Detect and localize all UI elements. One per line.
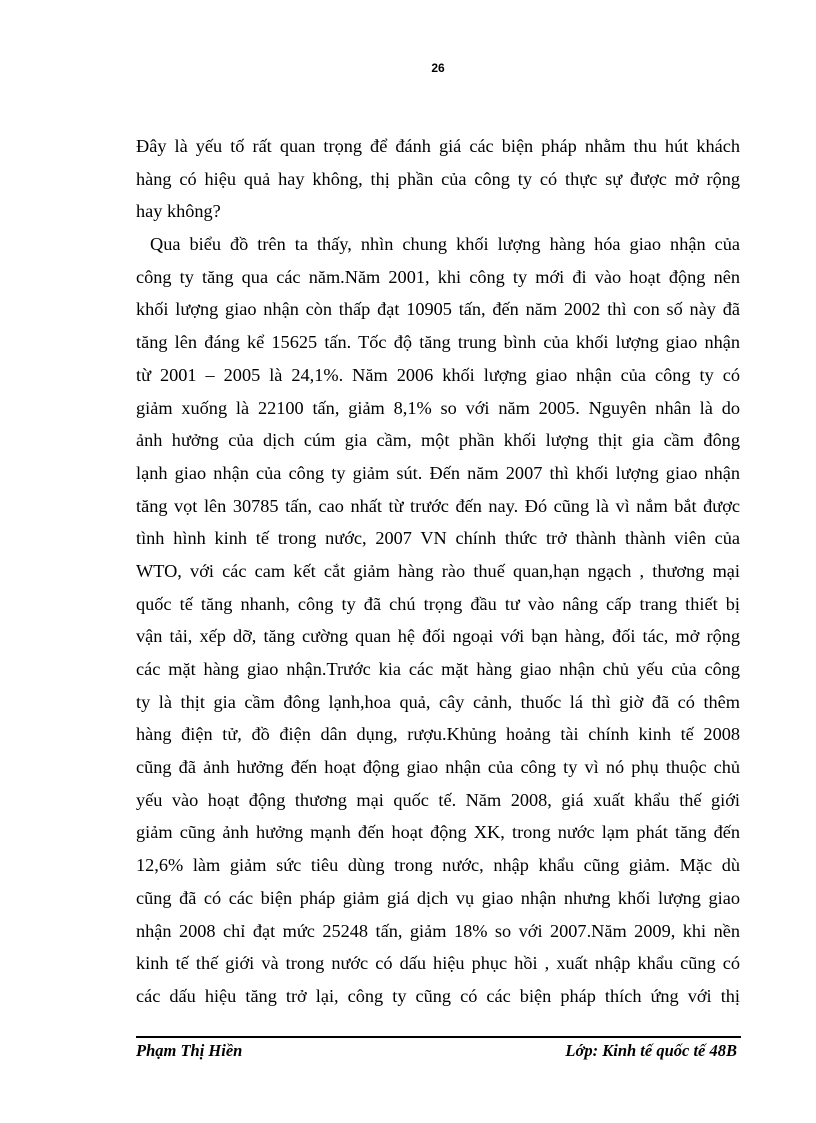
text-line: tình hình kinh tế trong nước, 2007 VN chính thức trở thành thành viên của xyxy=(136,528,740,549)
text-line: ảnh hưởng của dịch cúm gia cầm, một phần khối lượng thịt gia cầm đông xyxy=(136,430,740,451)
text-line: lạnh giao nhận của công ty giảm sút. Đến năm 2007 thì khối lượng giao nhận xyxy=(136,462,740,483)
text-line: ty là thịt gia cầm đông lạnh,hoa quả, cây cảnh, thuốc lá thì giờ đã có thêm xyxy=(136,691,740,712)
text-line: giảm xuống là 22100 tấn, giảm 8,1% so với năm 2005. Nguyên nhân là do xyxy=(136,397,740,418)
text-line: WTO, với các cam kết cắt giảm hàng rào thuế quan,hạn ngạch , thương mại xyxy=(136,560,740,581)
text-line: giảm cũng ảnh hưởng mạnh đến hoạt động XK, trong nước lạm phát tăng đến xyxy=(136,822,740,843)
text-line: 12,6% làm giảm sức tiêu dùng trong nước, nhập khẩu cũng giảm. Mặc dù xyxy=(136,855,740,876)
text-line: nhận 2008 chỉ đạt mức 25248 tấn, giảm 18% so với 2007.Năm 2009, khi nền xyxy=(136,920,740,941)
text-line: các dấu hiệu tăng trở lại, công ty cũng có các biện pháp thích ứng với thị xyxy=(136,985,740,1006)
footer-divider xyxy=(136,1036,741,1038)
page-number: 26 xyxy=(431,61,445,75)
text-line: tăng vọt lên 30785 tấn, cao nhất từ trước đến nay. Đó cũng là vì nắm bắt được xyxy=(136,495,740,516)
footer-class: Lớp: Kinh tế quốc tế 48B xyxy=(565,1041,737,1060)
text-line: quốc tế tăng nhanh, công ty đã chú trọng đầu tư vào nâng cấp trang thiết bị xyxy=(136,593,740,614)
text-line: hàng có hiệu quả hay không, thị phần của công ty có thực sự được mở rộng xyxy=(136,168,740,189)
text-line: Qua biểu đồ trên ta thấy, nhìn chung khối lượng hàng hóa giao nhận của xyxy=(150,234,740,255)
body-text xyxy=(136,130,740,1013)
text-line: các mặt hàng giao nhận.Trước kia các mặt hàng giao nhận chủ yếu của công xyxy=(136,659,740,679)
text-line: từ 2001 – 2005 là 24,1%. Năm 2006 khối lượng giao nhận của công ty có xyxy=(136,364,740,385)
text-line: khối lượng giao nhận còn thấp đạt 10905 tấn, đến năm 2002 thì con số này đã xyxy=(136,299,740,320)
text-line: công ty tăng qua các năm.Năm 2001, khi công ty mới đi vào hoạt động nên xyxy=(136,266,740,287)
text-line: hàng điện tử, đồ điện dân dụng, rượu.Khủng hoảng tài chính kinh tế 2008 xyxy=(136,724,740,745)
text-line: kinh tế thế giới và trong nước có dấu hiệu phục hồi , xuất nhập khẩu cũng có xyxy=(136,953,740,974)
footer-author: Phạm Thị Hiền xyxy=(136,1041,243,1060)
text-line: vận tải, xếp dỡ, tăng cường quan hệ đối ngoại với bạn hàng, đối tác, mở rộng xyxy=(136,626,740,647)
text-line: yếu vào hoạt động thương mại quốc tế. Năm 2008, giá xuất khẩu thế giới xyxy=(136,789,740,810)
text-line: hay không? xyxy=(136,201,221,222)
paragraph-1 xyxy=(136,130,740,228)
text-line: cũng đã có các biện pháp giảm giá dịch vụ giao nhận nhưng khối lượng giao xyxy=(136,887,740,908)
paragraph-2 xyxy=(136,228,740,1013)
text-line: Đây là yếu tố rất quan trọng để đánh giá các biện pháp nhằm thu hút khách xyxy=(136,136,740,156)
text-line: cũng đã ảnh hưởng đến hoạt động giao nhận của công ty vì nó phụ thuộc chủ xyxy=(136,757,740,778)
text-line: tăng lên đáng kể 15625 tấn. Tốc độ tăng trung bình của khối lượng giao nhận xyxy=(136,332,740,353)
